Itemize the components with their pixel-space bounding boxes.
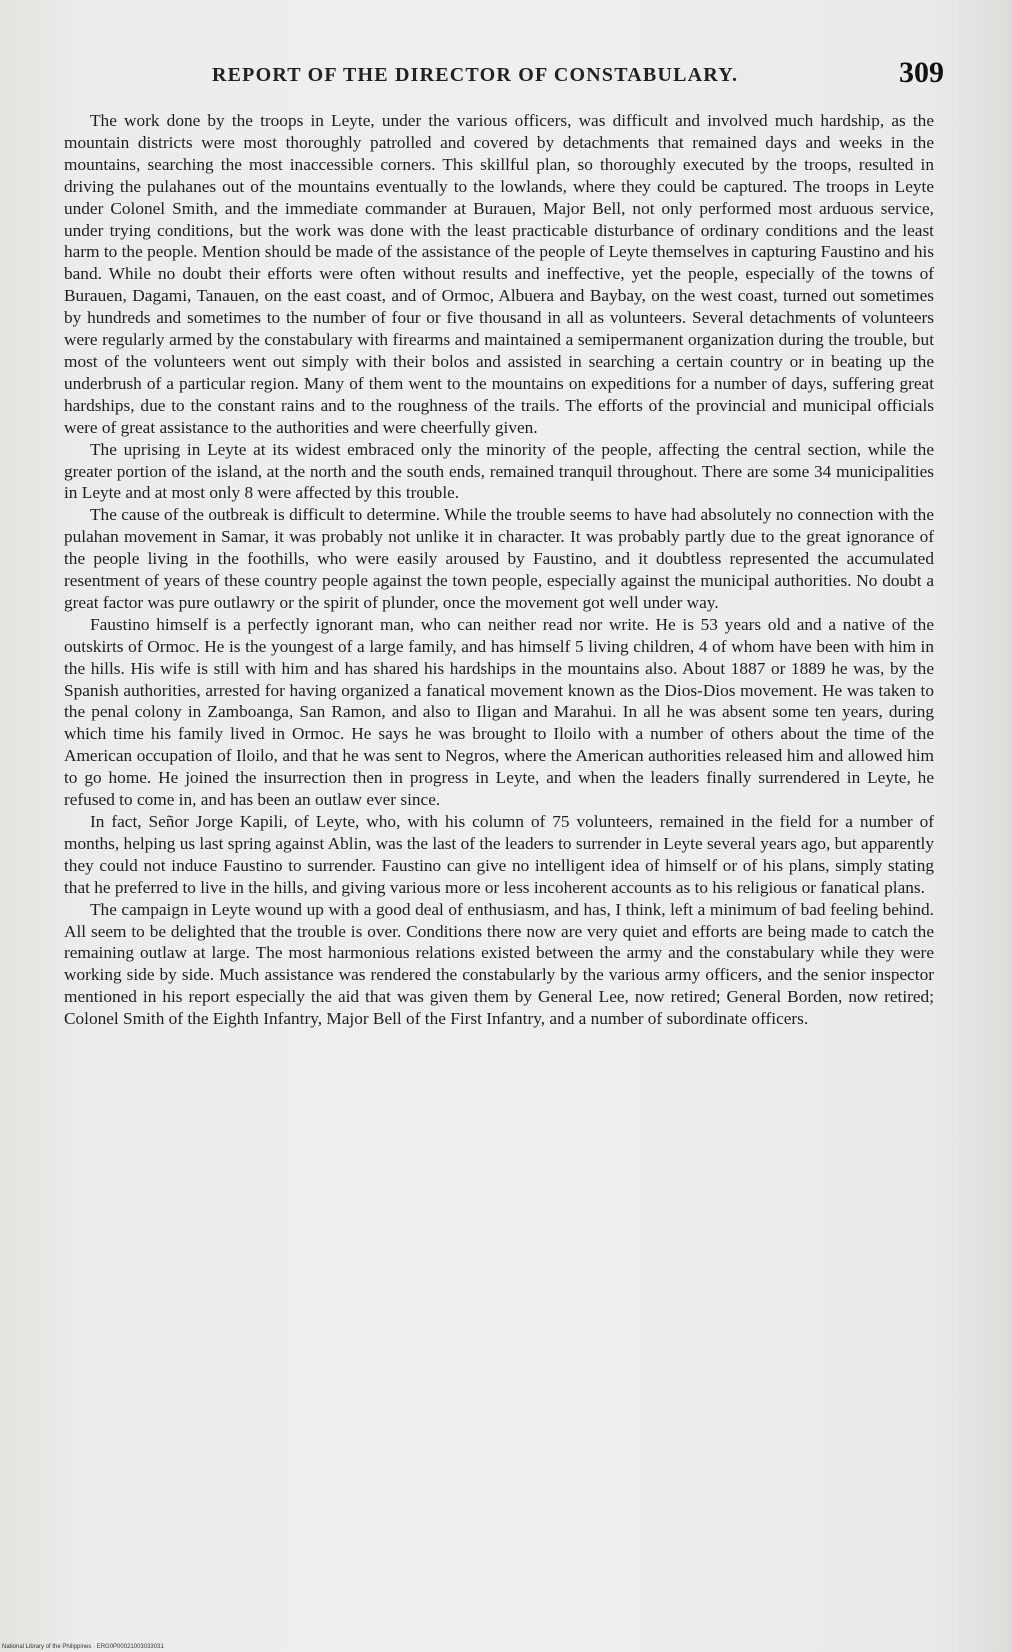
paragraph: The work done by the troops in Leyte, under the various officers, was difficult and involved much hardship, as the mountain districts were most thoroughly patrolled and covered by detachments that remained days and weeks in the mountains, searching the most inaccessible corners. This skillful plan, so thoroughly executed by the troops, resulted in driving the pulahanes out of the mountains eventually to the lowlands, where they could be captured. The troops in Leyte under Colonel Smith, and the immediate commander at Burauen, Major Bell, not only performed most arduous service, under trying conditions, but the work was done with the least practicable disturbance of ordinary conditions and the least harm to the people. Mention should be made of the assistance of the people of Leyte themselves in capturing Faustino and his band. While no doubt their efforts were often without results and ineffective, yet the people, especially of the towns of Burauen, Dagami, Tanauen, on the east coast, and of Ormoc, Albuera and Baybay, on the west coast, turned out sometimes by hundreds and sometimes to the number of four or five thousand in all as volunteers. Several detachments of volunteers were regularly armed by the constabulary with firearms and maintained a semipermanent organization during the trouble, but most of the volunteers went out simply with their bolos and assisted in searching a certain country or in beating up the underbrush of a particular region. Many of them went to the mountains on expeditions for a number of days, suffering great hardships, due to the constant rains and to the roughness of the trails. The efforts of the provincial and municipal officials were of great assistance to the authorities and were cheerfully given. <box>64 111 934 437</box>
page-number: 309 <box>899 56 944 89</box>
running-head: REPORT OF THE DIRECTOR OF CONSTABULARY. <box>212 64 739 86</box>
paragraph: The cause of the outbreak is difficult to determine. While the trouble seems to have had absolutely no connection with the pulahan movement in Samar, it was probably not unlike it in character. It was probably partly due to the great ignorance of the people living in the foothills, who were easily aroused by Faustino, and it doubtless represented the accumulated resentment of years of these country people against the town people, especially against the municipal authorities. No doubt a great factor was pure outlawry or the spirit of plunder, once the movement got well under way. <box>64 505 934 612</box>
body-text <box>64 110 934 1030</box>
page-header <box>72 56 952 96</box>
footer-credit: National Library of the Philippines · ERG0P00021003033031 <box>2 1644 164 1650</box>
paragraph: Faustino himself is a perfectly ignorant man, who can neither read nor write. He is 53 years old and a native of the outskirts of Ormoc. He is the youngest of a large family, and has himself 5 living children, 4 of whom have been with him in the hills. His wife is still with him and has shared his hardships in the mountains also. About 1887 or 1889 he was, by the Spanish authorities, arrested for having organized a fanatical movement known as the Dios-Dios movement. He was taken to the penal colony in Zamboanga, San Ramon, and also to Iligan and Marahui. In all he was absent some ten years, during which time his family lived in Ormoc. He says he was brought to Iloilo with a number of others about the time of the American occupation of Iloilo, and that he was sent to Negros, where the American authorities released him and allowed him to go home. He joined the insurrection then in progress in Leyte, and when the leaders finally surrendered in Leyte, he refused to come in, and has been an outlaw ever since. <box>64 614 934 810</box>
paragraph: The campaign in Leyte wound up with a good deal of enthusiasm, and has, I think, left a minimum of bad feeling behind. All seem to be delighted that the trouble is over. Conditions there now are very quiet and efforts are being made to catch the remaining outlaw at large. The most harmonious relations existed between the army and the constabulary while they were working side by side. Much assistance was rendered the constabularly by the various army officers, and the senior inspector mentioned in his report especially the aid that was given them by General Lee, now retired; General Borden, now retired; Colonel Smith of the Eighth Infantry, Major Bell of the First Infantry, and a number of subordinate officers. <box>64 899 934 1029</box>
paragraph: In fact, Señor Jorge Kapili, of Leyte, who, with his column of 75 volunteers, remained in the field for a number of months, helping us last spring against Ablin, was the last of the leaders to surrender in Leyte several years ago, but apparently they could not induce Faustino to surrender. Faustino can give no intelligent idea of himself or of his plans, simply stating that he preferred to live in the hills, and giving various more or less incoherent accounts as to his religious or fanatical plans. <box>64 812 934 897</box>
paragraph: The uprising in Leyte at its widest embraced only the minority of the people, affecting the central section, while the greater portion of the island, at the north and the south ends, remained tranquil throughout. There are some 34 municipalities in Leyte and at most only 8 were affected by this trouble. <box>64 439 934 503</box>
